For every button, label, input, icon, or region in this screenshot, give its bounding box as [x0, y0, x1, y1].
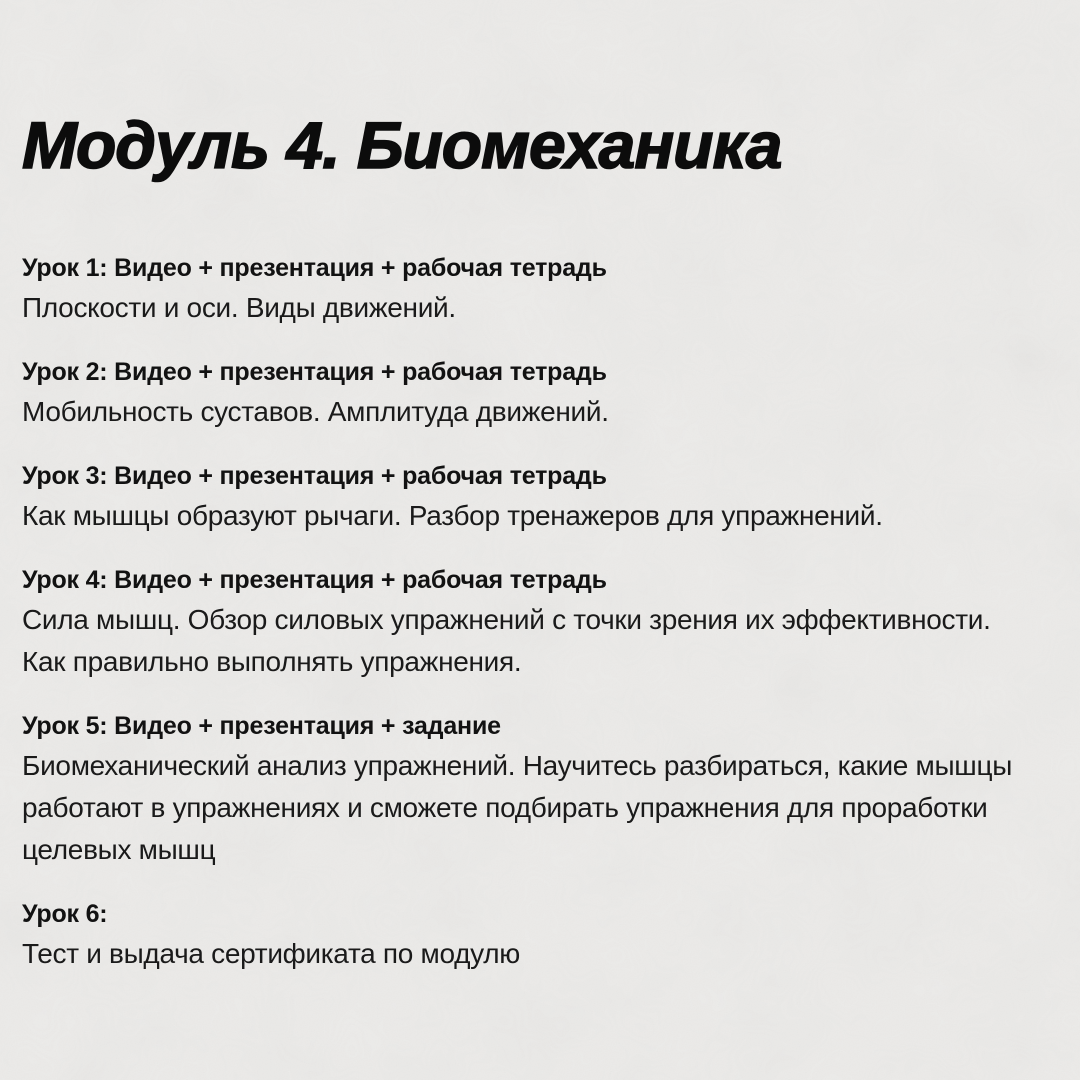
lesson-5-description: Биомеханический анализ упражнений. Научитесь разбираться, какие мышцы работают в упражнениях и сможете подбирать упражнения для проработки целевых мышц — [22, 750, 1013, 865]
lesson-2-description: Мобильность суставов. Амплитуда движений. — [22, 396, 609, 427]
lesson-4-description: Сила мышц. Обзор силовых упражнений с точки зрения их эффективности. Как правильно выполнять упражнения. — [22, 604, 991, 677]
lesson-2-header: Урок 2: Видео + презентация + рабочая тетрадь — [22, 358, 607, 386]
page-title: Модуль 4. Биомеханика — [22, 108, 782, 182]
lesson-section-4 — [22, 565, 1058, 683]
lesson-section-1 — [22, 253, 1058, 329]
lesson-5-header: Урок 5: Видео + презентация + задание — [22, 712, 501, 740]
lesson-4-header: Урок 4: Видео + презентация + рабочая тетрадь — [22, 566, 607, 594]
lesson-3-description: Как мышцы образуют рычаги. Разбор тренажеров для упражнений. — [22, 500, 883, 531]
lesson-6-description: Тест и выдача сертификата по модулю — [22, 938, 520, 969]
lesson-1-description: Плоскости и оси. Виды движений. — [22, 292, 456, 323]
lesson-3-header: Урок 3: Видео + презентация + рабочая тетрадь — [22, 462, 607, 490]
lesson-section-3 — [22, 461, 1058, 537]
lesson-6-header: Урок 6: — [22, 900, 108, 928]
lesson-section-5 — [22, 711, 1058, 871]
lesson-1-header: Урок 1: Видео + презентация + рабочая тетрадь — [22, 254, 607, 282]
lesson-section-6 — [22, 899, 1058, 975]
lesson-section-2 — [22, 357, 1058, 433]
